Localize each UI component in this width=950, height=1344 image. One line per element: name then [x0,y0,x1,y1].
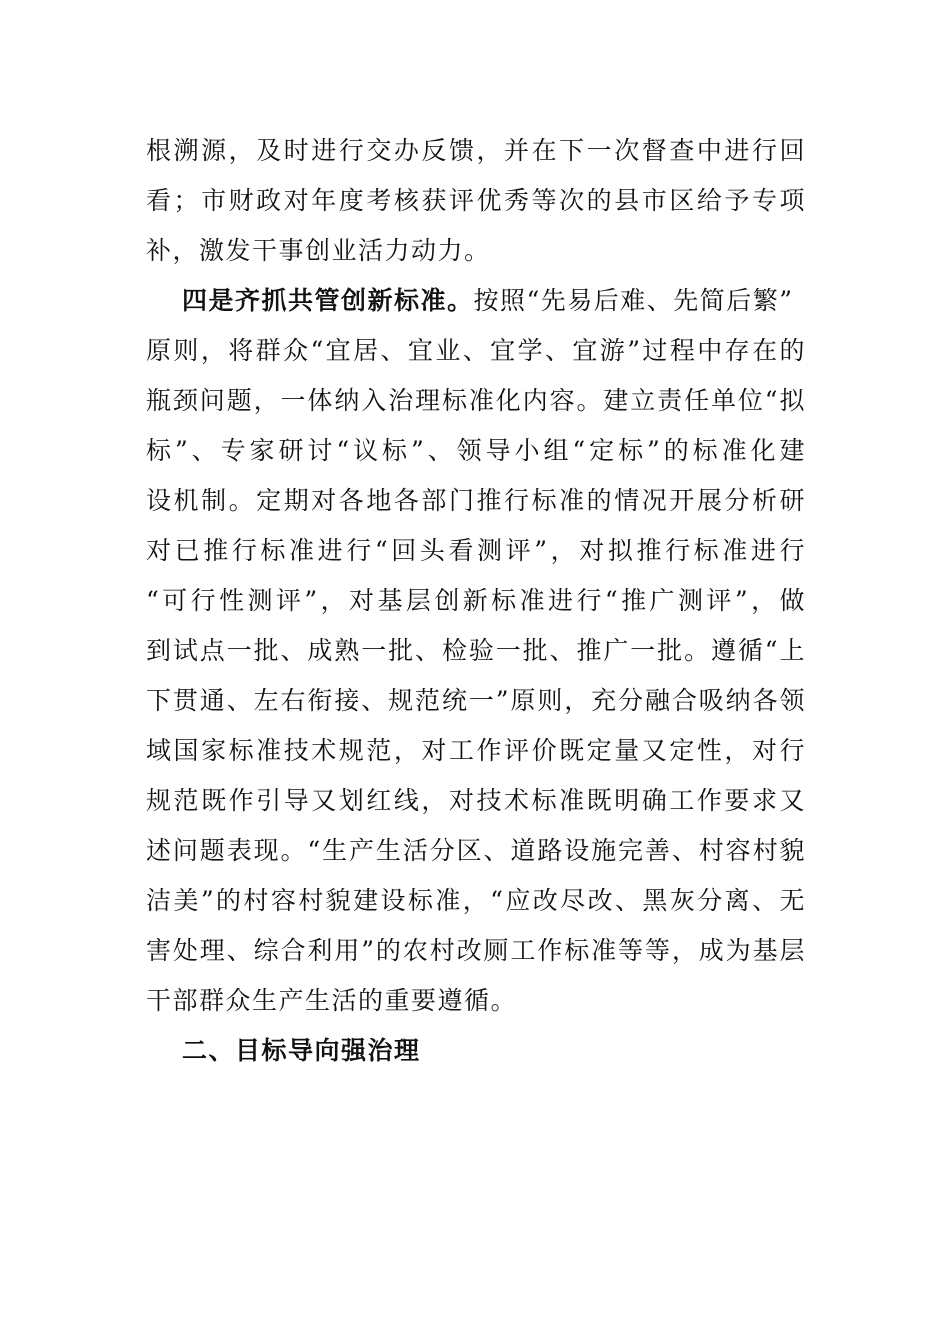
paragraph-1-line-2: 看；市财政对年度考核获评优秀等次的县市区给予专项 [146,186,806,215]
paragraph-2-line-9: 下贯通、左右衔接、规范统一”原则，充分融合吸纳各领 [146,686,806,715]
paragraph-1-line-3: 补，激发干事创业活力动力。 [146,236,491,265]
paragraph-2-line-8: 到试点一批、成熟一批、检验一批、推广一批。遵循“上 [146,636,806,665]
paragraph-2-line-5: 设机制。定期对各地各部门推行标准的情况开展分析研 [146,486,806,515]
paragraph-2-line-1 [146,276,806,326]
paragraph-2-line-14: 害处理、综合利用”的农村改厕工作标准等等，成为基层 [146,936,806,965]
paragraph-2-line-13: 洁美”的村容村貌建设标准，“应改尽改、黑灰分离、无 [146,886,806,915]
paragraph-2-line-12: 述问题表现。“生产生活分区、道路设施完善、村容村貌 [146,836,806,865]
paragraph-2-lead-heading: 四是齐抓共管创新标准。 [182,286,474,315]
paragraph-2-line-6: 对已推行标准进行“回头看测评”，对拟推行标准进行 [146,536,806,565]
paragraph-2-line-2: 原则，将群众“宜居、宜业、宜学、宜游”过程中存在的 [146,336,806,365]
section-heading: 二、目标导向强治理 [182,1036,421,1065]
paragraph-2-line-7: “可行性测评”，对基层创新标准进行“推广测评”，做 [146,586,806,615]
paragraph-2-line-11: 规范既作引导又划红线，对技术标准既明确工作要求又 [146,786,806,815]
paragraph-2-line-4: 标”、专家研讨“议标”、领导小组“定标”的标准化建 [146,436,806,465]
document-body [146,126,806,1076]
paragraph-2-line-15: 干部群众生产生活的重要遵循。 [146,986,518,1015]
paragraph-2-line-1-rest: 按照“先易后难、先简后繁” [473,286,794,315]
paragraph-2-line-10: 域国家标准技术规范，对工作评价既定量又定性，对行 [146,736,806,765]
paragraph-2 [146,276,806,1026]
paragraph-1-line-1: 根溯源，及时进行交办反馈，并在下一次督查中进行回 [146,136,806,165]
paragraph-2-line-3: 瓶颈问题，一体纳入治理标准化内容。建立责任单位“拟 [146,386,806,415]
paragraph-1 [146,126,806,276]
